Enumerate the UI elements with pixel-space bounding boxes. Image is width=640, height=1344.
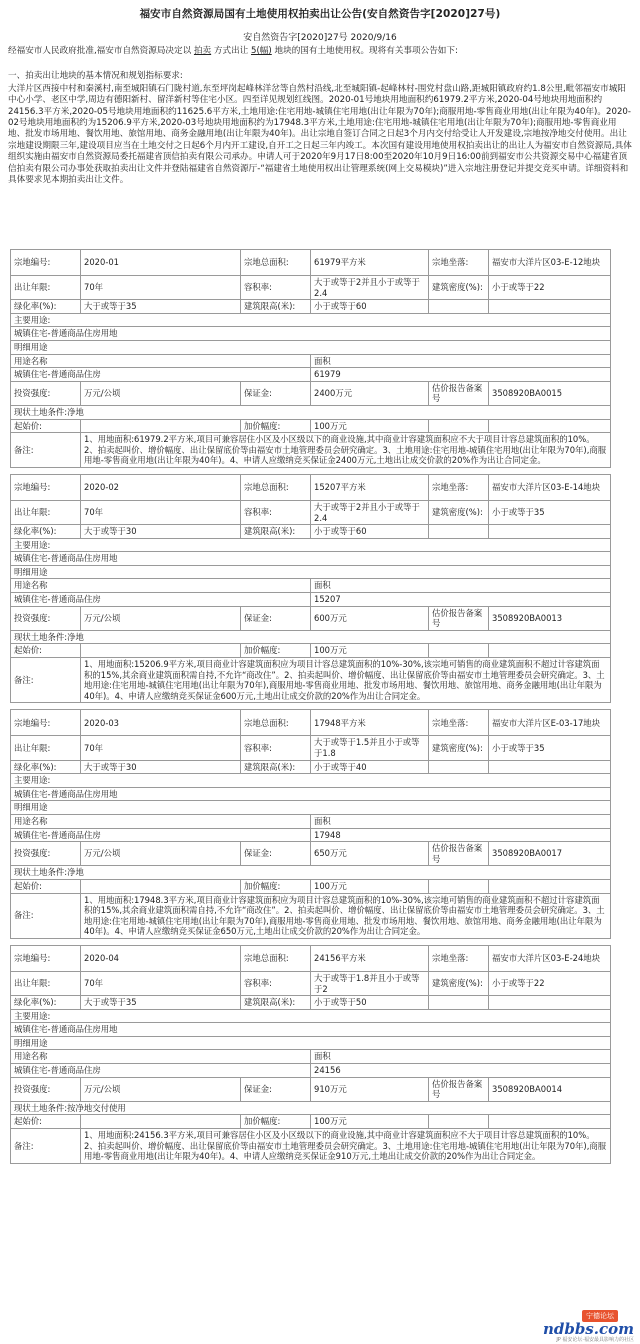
lot-use-area: 17948 [311, 828, 611, 842]
label-term: 出让年限: [11, 276, 81, 300]
lot-total-area: 15207平方米 [311, 474, 429, 500]
lot-status-row [11, 1101, 611, 1115]
label-height: 建筑限高(米): [241, 300, 311, 314]
label-total-area: 宗地总面积: [241, 474, 311, 500]
lot-location: 福安市大洋片区03-E-24地块 [489, 945, 611, 971]
label-increment: 加价幅度: [241, 419, 311, 433]
filler-cell [429, 419, 489, 433]
label-start-price: 起始价: [11, 644, 81, 658]
label-area: 面积 [311, 579, 611, 593]
lot-term: 70年 [81, 736, 241, 760]
lot-appraisal: 3508920BA0014 [489, 1077, 611, 1101]
filler-cell [429, 996, 489, 1010]
label-density: 建筑密度(%): [429, 276, 489, 300]
label-area: 面积 [311, 1050, 611, 1064]
label-appraisal: 估价报告备案号 [429, 606, 489, 630]
filler-cell [429, 879, 489, 893]
lot-remarks: 1、用地面积:24156.3平方米,项目可兼容居住小区及小区级以下的商业设施,其中商业计容建筑面积应不大于项目计容总建筑面积的10%。2、拍卖起叫价、增价幅度、出让保留底价等由福安市土地管理委员会研究确定。3、土地用途:住宅用地-城镇住宅用地(出让年限为70年),商服用地-零售商业用地(出让年限为40年)。4、申请人应缴纳竞买保证金910万元,土地出让成交价款的20%作为出让合同定金。 [81, 1129, 611, 1164]
label-invest: 投资强度: [11, 1077, 81, 1101]
lot-remarks: 1、用地面积:61979.2平方米,项目可兼容居住小区及小区级以下的商业设施,其中商业计容建筑面积应不大于项目计容总建筑面积的10%。2、拍卖起叫价、增价幅度、出让保留底价等由福安市土地管理委员会研究确定。3、土地用途:住宅用地-城镇住宅用地(出让年限为70年),商服用地-零售商业用地(出让年限为40年)。4、申请人应缴纳竞买保证金2400万元,土地出让成交价款的20%作为出让合同定金。 [81, 433, 611, 468]
filler-cell [489, 419, 611, 433]
lot-use-area: 24156 [311, 1064, 611, 1078]
lot-table [10, 474, 611, 704]
label-deposit: 保证金: [241, 381, 311, 405]
label-invest: 投资强度: [11, 381, 81, 405]
lot-deposit: 650万元 [311, 842, 429, 866]
lot-far: 大于或等于2并且小于或等于2.4 [311, 276, 429, 300]
label-detail-use: 明细用途 [11, 565, 611, 579]
lot-increment: 100万元 [311, 1115, 429, 1129]
label-remarks: 备注: [11, 658, 81, 703]
lot-height: 小于或等于60 [311, 525, 429, 539]
lot-far: 大于或等于1.8并且小于或等于2 [311, 971, 429, 995]
lot-start-price [81, 419, 241, 433]
label-increment: 加价幅度: [241, 879, 311, 893]
lot-no: 2020-01 [81, 250, 241, 276]
page-title: 福安市自然资源局国有土地使用权拍卖出让公告(安自然资告字[2020]27号) [139, 8, 501, 20]
document-number: 安自然资告字[2020]27号 2020/9/16 [243, 33, 397, 43]
label-green: 绿化率(%): [11, 996, 81, 1010]
label-invest: 投资强度: [11, 606, 81, 630]
label-far: 容积率: [241, 500, 311, 524]
label-main-use: 主要用途: [11, 774, 611, 788]
filler-cell [489, 644, 611, 658]
label-detail-use: 明细用途 [11, 1036, 611, 1050]
lot-status-row [11, 866, 611, 880]
label-appraisal: 估价报告备案号 [429, 1077, 489, 1101]
label-deposit: 保证金: [241, 1077, 311, 1101]
lot-invest: 万元/公顷 [81, 1077, 241, 1101]
lot-density: 小于或等于22 [489, 276, 611, 300]
intro-post: 地块的国有土地使用权。现将有关事项公告如下: [274, 46, 458, 56]
label-use-name: 用途名称 [11, 579, 311, 593]
lot-start-price [81, 879, 241, 893]
lot-increment: 100万元 [311, 644, 429, 658]
lot-total-area: 24156平方米 [311, 945, 429, 971]
lot-deposit: 2400万元 [311, 381, 429, 405]
lot-green: 大于或等于35 [81, 996, 241, 1010]
label-start-price: 起始价: [11, 419, 81, 433]
lot-status: 净地 [67, 867, 84, 878]
lot-use-name: 城镇住宅-普通商品住房 [11, 1064, 311, 1078]
lot-term: 70年 [81, 500, 241, 524]
lot-main-use: 城镇住宅-普通商品住房用地 [11, 327, 611, 341]
label-use-name: 用途名称 [11, 1050, 311, 1064]
lot-no: 2020-03 [81, 710, 241, 736]
label-status: 现状土地条件: [14, 1102, 68, 1113]
label-total-area: 宗地总面积: [241, 250, 311, 276]
lot-start-price [81, 1115, 241, 1129]
intro-count: 5(幅) [251, 46, 272, 56]
lot-main-use: 城镇住宅-普通商品住房用地 [11, 552, 611, 566]
filler-cell [489, 879, 611, 893]
label-area: 面积 [311, 354, 611, 368]
label-density: 建筑密度(%): [429, 500, 489, 524]
watermark-badge: 宁德论坛 [582, 1310, 618, 1322]
lot-main-use: 城镇住宅-普通商品住房用地 [11, 787, 611, 801]
label-deposit: 保证金: [241, 606, 311, 630]
label-remarks: 备注: [11, 433, 81, 468]
lot-total-area: 17948平方米 [311, 710, 429, 736]
lot-density: 小于或等于35 [489, 736, 611, 760]
lot-increment: 100万元 [311, 419, 429, 433]
lot-density: 小于或等于35 [489, 500, 611, 524]
label-use-name: 用途名称 [11, 354, 311, 368]
lot-deposit: 600万元 [311, 606, 429, 630]
lot-start-price [81, 644, 241, 658]
lot-term: 70年 [81, 276, 241, 300]
label-detail-use: 明细用途 [11, 801, 611, 815]
label-remarks: 备注: [11, 893, 81, 938]
lot-main-use: 城镇住宅-普通商品住房用地 [11, 1023, 611, 1037]
lot-invest: 万元/公顷 [81, 606, 241, 630]
lot-location: 福安市大洋片区03-E-14地块 [489, 474, 611, 500]
lot-use-name: 城镇住宅-普通商品住房 [11, 368, 311, 382]
label-status: 现状土地条件: [14, 631, 68, 642]
lot-appraisal: 3508920BA0017 [489, 842, 611, 866]
label-height: 建筑限高(米): [241, 525, 311, 539]
lot-use-name: 城镇住宅-普通商品住房 [11, 593, 311, 607]
filler-cell [429, 760, 489, 774]
lot-height: 小于或等于50 [311, 996, 429, 1010]
label-status: 现状土地条件: [14, 867, 68, 878]
label-green: 绿化率(%): [11, 525, 81, 539]
lot-increment: 100万元 [311, 879, 429, 893]
lot-remarks: 1、用地面积:15206.9平方米,项目商业计容建筑面积应为项目计容总建筑面积的10%-30%,该宗地可销售的商业建筑面积不超过计容建筑面积的15%,其余商业建筑面积需自持,不允许“商改住”。2、拍卖起叫价、增价幅度、出让保留底价等由福安市土地管理委员会研究确定。3、土地用途:住宅用地-城镇住宅用地(出让年限为70年),商服用地-零售商业用地、批发市场用地、餐饮用地、旅馆用地、商务金融用地(出让年限为40年)。4、申请人应缴纳竞买保证金600万元,土地出让成交价款的20%作为出让合同定金。 [81, 658, 611, 703]
label-appraisal: 估价报告备案号 [429, 381, 489, 405]
lot-status: 净地 [67, 631, 84, 642]
label-total-area: 宗地总面积: [241, 710, 311, 736]
filler-cell [489, 1115, 611, 1129]
lot-status-row [11, 630, 611, 644]
lot-height: 小于或等于40 [311, 760, 429, 774]
lot-no: 2020-02 [81, 474, 241, 500]
lot-appraisal: 3508920BA0015 [489, 381, 611, 405]
lot-invest: 万元/公顷 [81, 381, 241, 405]
label-lot-no: 宗地编号: [11, 250, 81, 276]
lot-invest: 万元/公顷 [81, 842, 241, 866]
lot-table [10, 249, 611, 468]
label-area: 面积 [311, 814, 611, 828]
label-density: 建筑密度(%): [429, 736, 489, 760]
label-location: 宗地坐落: [429, 250, 489, 276]
label-main-use: 主要用途: [11, 1009, 611, 1023]
label-height: 建筑限高(米): [241, 760, 311, 774]
intro-mid: 方式出让 [213, 46, 249, 56]
lots-container [10, 249, 610, 1170]
label-remarks: 备注: [11, 1129, 81, 1164]
label-main-use: 主要用途: [11, 538, 611, 552]
filler-cell [429, 644, 489, 658]
lot-green: 大于或等于35 [81, 300, 241, 314]
watermark-logo: ndbbs.com [542, 1320, 634, 1338]
label-main-use: 主要用途: [11, 313, 611, 327]
label-height: 建筑限高(米): [241, 996, 311, 1010]
label-deposit: 保证金: [241, 842, 311, 866]
label-appraisal: 估价报告备案号 [429, 842, 489, 866]
filler-cell [489, 300, 611, 314]
lot-remarks: 1、用地面积:17948.3平方米,项目商业计容建筑面积应为项目计容总建筑面积的10%-30%,该宗地可销售的商业建筑面积不超过计容建筑面积的15%,其余商业建筑面积需自持,不允许“商改住”。2、拍卖起叫价、增价幅度、出让保留底价等由福安市土地管理委员会研究确定。3、土地用途:住宅用地-城镇住宅用地(出让年限为70年),商服用地-零售商业用地、批发市场用地、餐饮用地、旅馆用地、商务金融用地(出让年限为40年)。4、申请人应缴纳竞买保证金650万元,土地出让成交价款的20%作为出让合同定金。 [81, 893, 611, 938]
label-term: 出让年限: [11, 736, 81, 760]
label-far: 容积率: [241, 276, 311, 300]
lot-height: 小于或等于60 [311, 300, 429, 314]
lot-use-area: 15207 [311, 593, 611, 607]
label-lot-no: 宗地编号: [11, 710, 81, 736]
lot-table [10, 945, 611, 1164]
label-lot-no: 宗地编号: [11, 474, 81, 500]
label-use-name: 用途名称 [11, 814, 311, 828]
label-increment: 加价幅度: [241, 644, 311, 658]
label-term: 出让年限: [11, 971, 81, 995]
label-invest: 投资强度: [11, 842, 81, 866]
label-location: 宗地坐落: [429, 474, 489, 500]
filler-cell [489, 996, 611, 1010]
lot-term: 70年 [81, 971, 241, 995]
lot-deposit: 910万元 [311, 1077, 429, 1101]
lot-use-name: 城镇住宅-普通商品住房 [11, 828, 311, 842]
intro-pre: 经福安市人民政府批准,福安市自然资源局决定以 [8, 46, 192, 56]
intro-method: 拍卖 [193, 46, 212, 56]
lot-green: 大于或等于30 [81, 525, 241, 539]
label-start-price: 起始价: [11, 879, 81, 893]
label-density: 建筑密度(%): [429, 971, 489, 995]
filler-cell [429, 300, 489, 314]
section-heading: 一、拍卖出让地块的基本情况和规划指标要求: [8, 71, 183, 82]
filler-cell [489, 525, 611, 539]
label-location: 宗地坐落: [429, 710, 489, 736]
label-far: 容积率: [241, 736, 311, 760]
lot-status: 净地 [67, 406, 84, 417]
label-total-area: 宗地总面积: [241, 945, 311, 971]
label-location: 宗地坐落: [429, 945, 489, 971]
lot-far: 大于或等于2并且小于或等于2.4 [311, 500, 429, 524]
label-green: 绿化率(%): [11, 300, 81, 314]
lot-use-area: 61979 [311, 368, 611, 382]
lot-table [10, 709, 611, 939]
lot-no: 2020-04 [81, 945, 241, 971]
lot-location: 福安市大洋片区03-E-12地块 [489, 250, 611, 276]
lot-far: 大于或等于1.5并且小于或等于1.8 [311, 736, 429, 760]
lot-density: 小于或等于22 [489, 971, 611, 995]
label-far: 容积率: [241, 971, 311, 995]
label-status: 现状土地条件: [14, 406, 68, 417]
lot-status-row [11, 405, 611, 419]
label-increment: 加价幅度: [241, 1115, 311, 1129]
forum-watermark [542, 1310, 634, 1343]
filler-cell [429, 525, 489, 539]
filler-cell [429, 1115, 489, 1129]
watermark-sub: JP 福安论坛·福安最具影响力的社区 [556, 1337, 634, 1343]
lot-appraisal: 3508920BA0013 [489, 606, 611, 630]
label-lot-no: 宗地编号: [11, 945, 81, 971]
label-green: 绿化率(%): [11, 760, 81, 774]
filler-cell [489, 760, 611, 774]
lot-green: 大于或等于30 [81, 760, 241, 774]
label-detail-use: 明细用途 [11, 340, 611, 354]
section-body: 大洋片区西接中村和秦溪村,南至城阳镇石门陇村道,东至坪岗起峰林洋岔等自然村沿线,北至城阳镇-起峰林村-围党村盘山路,距城阳镇政府约1.8公里,毗邻福安市城阳中心小学、老区中学,周边有德阳新村、留洋新村等住宅小区。四至详见规划红线图。2020-01号地块用地面积约61979.2平方米,2020-04号地块用地面积约24156.3平方米,2020-05号地块用地面积约11625.6平方米,土地用途:住宅用地-城镇住宅用地(出让年限为70年);商服用地-零售商业用地(出让年限为40年)。2020-02号地块用地面积约为15206.9平方米,2020-03号地块用地面积约为17948.3平方米,土地用途:住宅用地-城镇住宅用地(出让年限为70年);商服用地-零售商业用地、批发市场用地、餐饮用地、旅馆用地、商务金融用地(出让年限为40年)。出让宗地自签订合同之日起3个月内交付给受让人开发建设,宗地按净地交付使用。出让宗地建设期限三年,建设项目应当在土地交付之日起6个月内开工建设,自开工之日起三年内竣工。本次国有建设用地使用权拍卖出让的出让人为福安市自然资源局,具体组织实施由福安市自然资源局委托福建省顶信拍卖有限公司承办。申请人可于2020年9月17日8:00至2020年10月9日16:00前到福安市公共资源交易中心福建省顶信拍卖有限公司办事处获取拍卖出让文件并登陆福建省自然资源厅-“福建省土地使用权出让管理系统(网上交易模块)”进入宗地注册登记并提交竞买申请。详细资料和具体要求见本期拍卖出让文件。 [8, 83, 632, 186]
label-start-price: 起始价: [11, 1115, 81, 1129]
lot-location: 福安市大洋片区E-03-17地块 [489, 710, 611, 736]
intro-paragraph [8, 46, 632, 57]
lot-total-area: 61979平方米 [311, 250, 429, 276]
label-term: 出让年限: [11, 500, 81, 524]
lot-status: 按净地交付使用 [67, 1102, 126, 1113]
